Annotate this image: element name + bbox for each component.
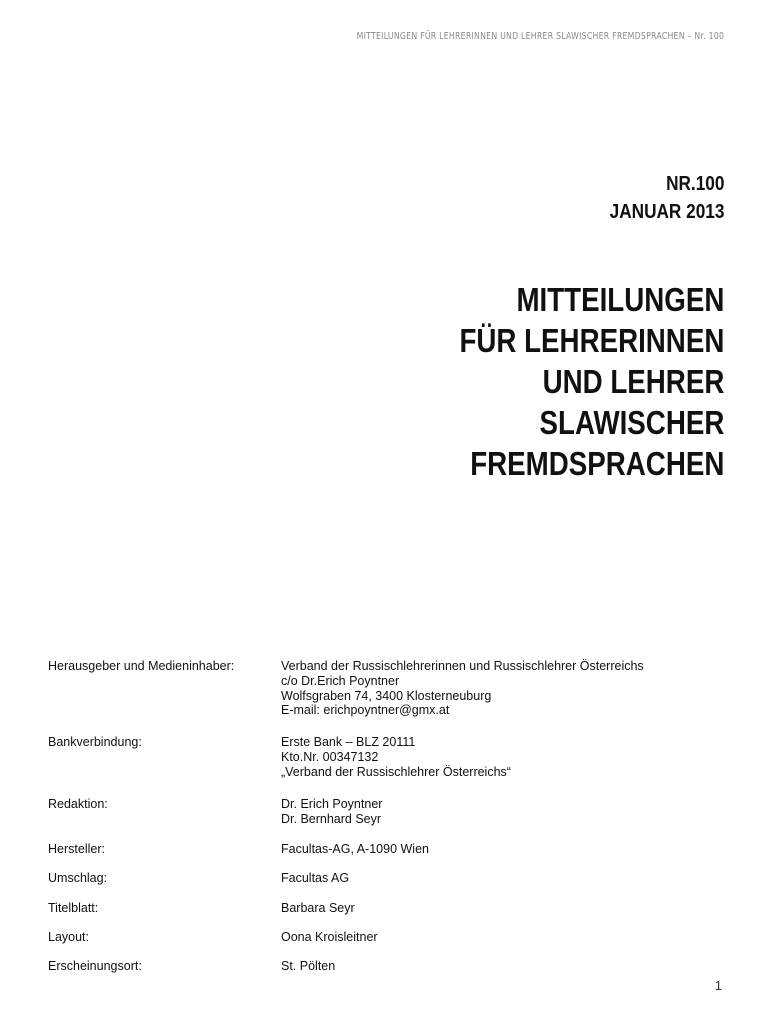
page-number: 1 — [714, 978, 722, 993]
imprint-value — [281, 735, 728, 797]
imprint-row-bank — [48, 735, 728, 797]
issue-number: NR.100 — [665, 173, 724, 195]
issue-block — [609, 170, 724, 226]
bank-account-holder: „Verband der Russischlehrer Österreichs“ — [281, 764, 511, 779]
publisher-name: Verband der Russischlehrerinnen und Russischlehrer Österreichs — [281, 659, 644, 673]
imprint-row-title-page — [48, 901, 728, 930]
imprint-value — [281, 871, 728, 900]
imprint-row-publisher — [48, 659, 728, 735]
imprint-value — [281, 901, 728, 930]
imprint-row-layout — [48, 930, 728, 959]
editor-name: Dr. Bernhard Seyr — [281, 811, 382, 826]
imprint-table — [48, 659, 728, 988]
editor-name: Dr. Erich Poyntner — [281, 797, 383, 811]
imprint-value — [281, 959, 728, 988]
imprint-label: Umschlag: — [48, 871, 108, 886]
imprint-row-editors — [48, 797, 728, 842]
imprint-row-manufacturer — [48, 842, 728, 871]
imprint-value — [281, 842, 728, 871]
title-line: FÜR LEHRERINNEN — [459, 322, 724, 359]
imprint-label: Redaktion: — [48, 797, 108, 811]
bank-account: Kto.Nr. 00347132 — [281, 749, 379, 764]
title-line: UND LEHRER — [542, 363, 724, 400]
imprint-label: Erscheinungsort: — [48, 959, 142, 974]
imprint-value — [281, 659, 728, 735]
title-line: SLAWISCHER — [539, 404, 724, 441]
imprint-label: Layout: — [48, 929, 90, 944]
imprint-value — [281, 930, 728, 959]
imprint-label: Hersteller: — [48, 842, 105, 856]
title-page-credit: Barbara Seyr — [281, 900, 355, 915]
layout-credit: Oona Kroisleitner — [281, 929, 378, 944]
place-of-publication: St. Pölten — [281, 959, 336, 974]
imprint-label: Titelblatt: — [48, 900, 99, 915]
manufacturer-name: Facultas-AG, A-1090 Wien — [281, 842, 429, 856]
imprint-value — [281, 797, 728, 842]
publisher-address: Wolfsgraben 74, 3400 Klosterneuburg — [281, 688, 492, 703]
title-line: FREMDSPRACHEN — [469, 445, 724, 482]
imprint-label: Bankverbindung: — [48, 735, 142, 749]
title-line: MITTEILUNGEN — [516, 281, 724, 318]
imprint-row-cover — [48, 871, 728, 900]
running-header: MITTEILUNGEN FÜR LEHRERINNEN UND LEHRER SLAWISCHER FREMDSPRACHEN – Nr. 100 — [356, 31, 724, 42]
publisher-contact: c/o Dr.Erich Poyntner — [281, 673, 400, 688]
main-title — [459, 279, 724, 484]
imprint-row-place — [48, 959, 728, 988]
publisher-email: E-mail: erichpoyntner@gmx.at — [281, 703, 450, 718]
issue-date: JANUAR 2013 — [609, 201, 724, 223]
bank-name: Erste Bank – BLZ 20111 — [281, 735, 416, 749]
cover-credit: Facultas AG — [281, 871, 350, 886]
imprint-label: Herausgeber und Medieninhaber: — [48, 659, 235, 673]
